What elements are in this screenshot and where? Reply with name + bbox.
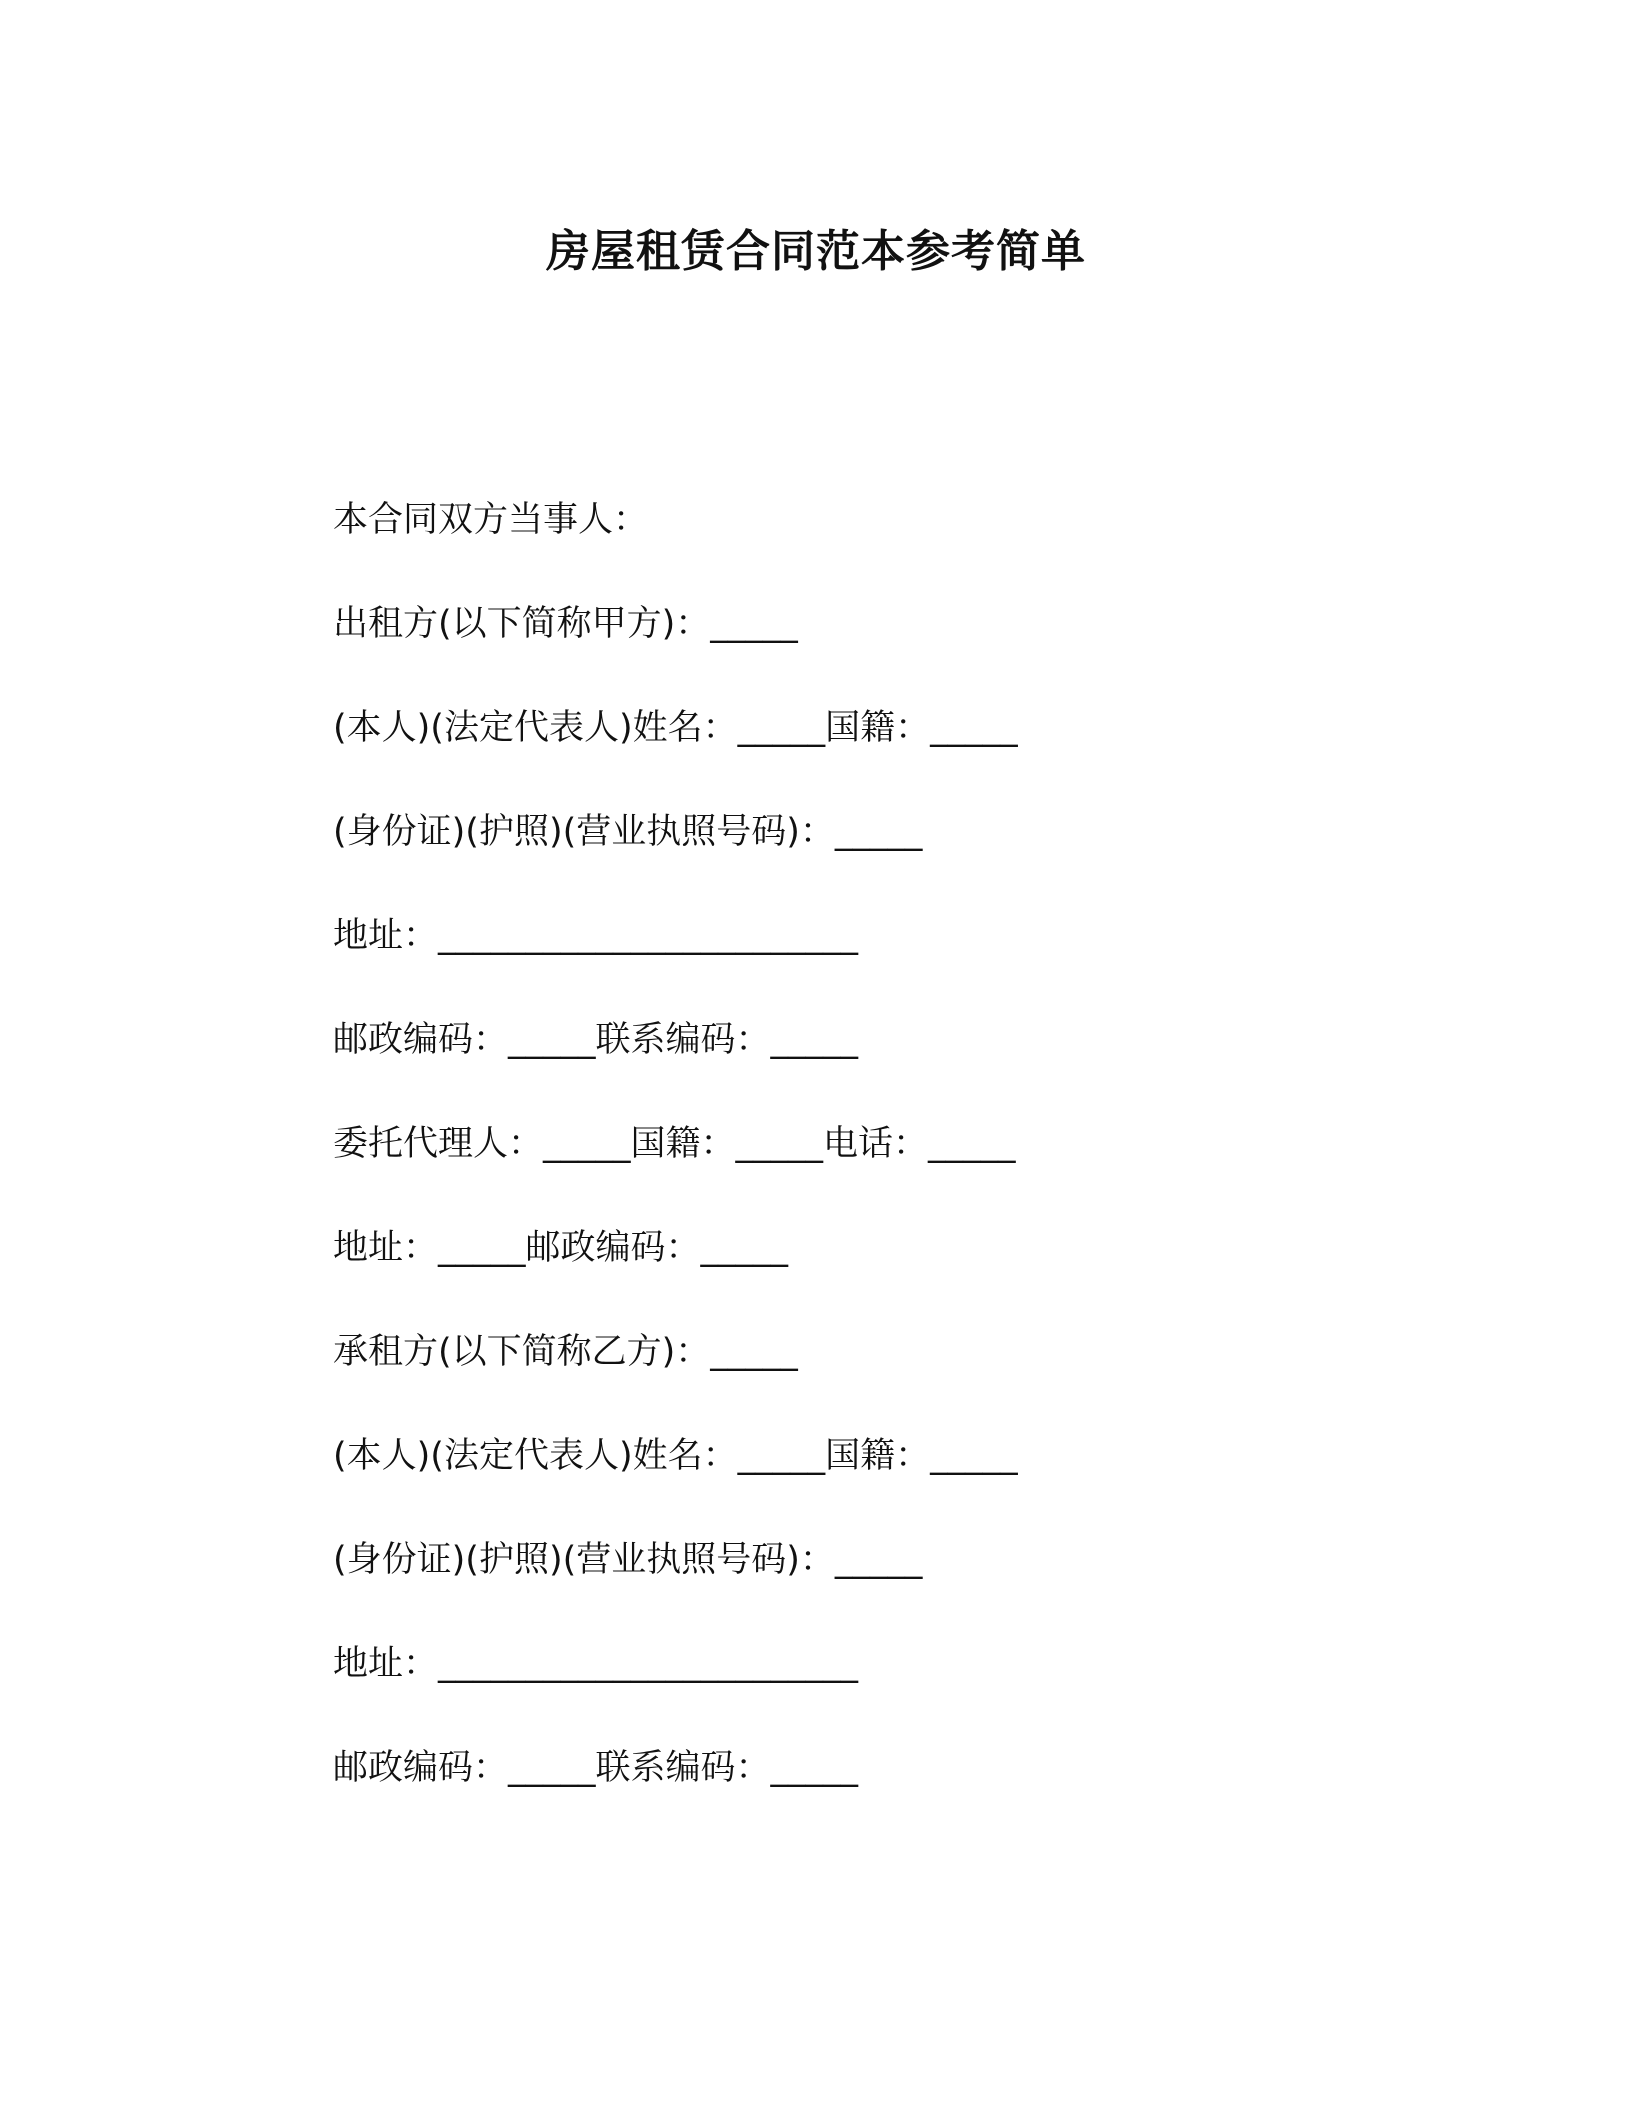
lessee-line: 承租方(以下简称乙方)：_____	[333, 1332, 798, 1372]
lessee-postal-contact: 邮政编码：_____联系编码：_____	[333, 1748, 859, 1788]
lessor-line: 出租方(以下简称甲方)：_____	[333, 604, 798, 644]
lessee-name-nationality: (本人)(法定代表人)姓名：_____国籍：_____	[333, 1436, 1018, 1476]
lessor-id-number: (身份证)(护照)(营业执照号码)：_____	[333, 812, 923, 852]
lessee-id-number: (身份证)(护照)(营业执照号码)：_____	[333, 1540, 923, 1580]
agent-address-postal: 地址：_____邮政编码：_____	[333, 1228, 789, 1268]
lessor-postal-contact: 邮政编码：_____联系编码：_____	[333, 1020, 859, 1060]
document-title: 房屋租赁合同范本参考简单	[546, 226, 1086, 277]
lessor-address: 地址：________________________	[333, 916, 859, 956]
document-body	[333, 490, 1483, 1842]
parties-intro: 本合同双方当事人：	[333, 500, 649, 540]
lessor-name-nationality: (本人)(法定代表人)姓名：_____国籍：_____	[333, 708, 1018, 748]
lessee-address: 地址：________________________	[333, 1644, 859, 1684]
agent-line: 委托代理人：_____国籍：_____电话：_____	[333, 1124, 1016, 1164]
